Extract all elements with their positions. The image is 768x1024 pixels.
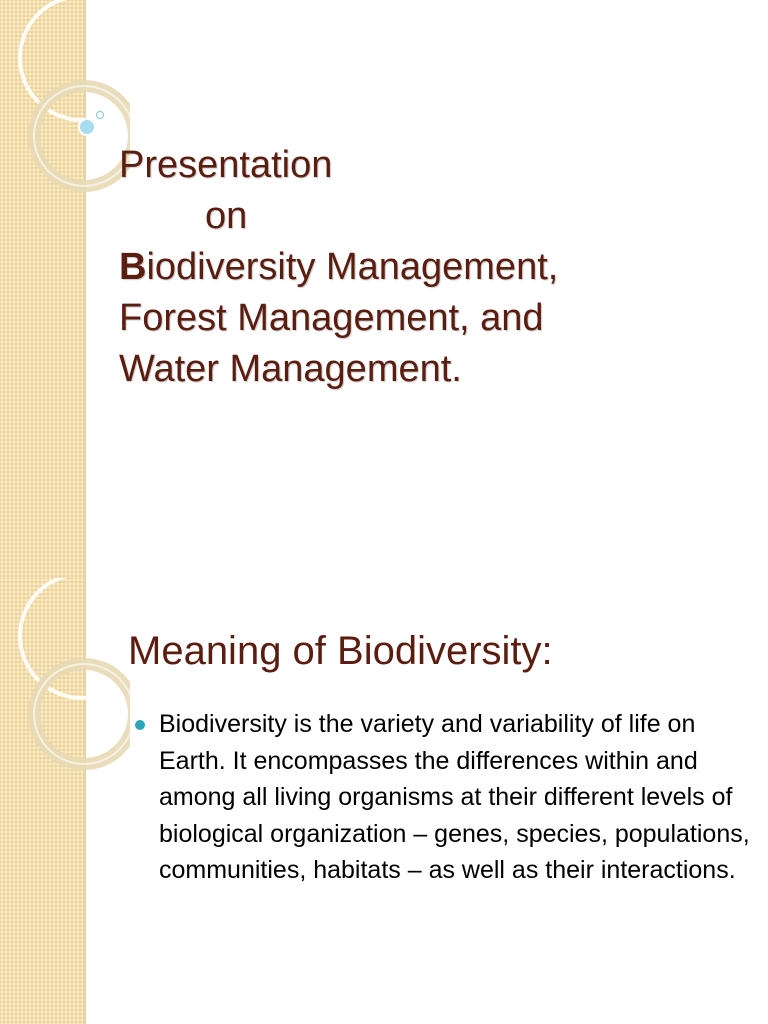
decorative-rings-graphic xyxy=(0,0,130,578)
content-slide xyxy=(0,578,768,1024)
title-line-presentation: Presentation xyxy=(119,144,333,186)
title-line-biodiversity-rest: iodiversity Management, xyxy=(146,246,559,288)
list-item xyxy=(132,706,752,889)
title-line-water: Water Management. xyxy=(119,348,462,390)
title-initial-letter: B xyxy=(119,246,147,288)
title-line-biodiversity xyxy=(119,242,558,293)
decorative-rings-graphic xyxy=(0,578,130,1024)
title-line-forest: Forest Management, and xyxy=(119,297,544,339)
slide-heading: Meaning of Biodiversity: xyxy=(128,629,553,673)
title-line-on: on xyxy=(205,195,248,237)
bullet-text: Biodiversity is the variety and variability of life on Earth. It encompasses the differences within and among all living organisms at their different levels of biological organization – genes, species, populations, communities, habitats – as well as their interactions. xyxy=(159,710,750,884)
bullet-dot-icon xyxy=(135,720,145,730)
presentation-title xyxy=(119,140,558,395)
bullet-list xyxy=(132,706,752,889)
